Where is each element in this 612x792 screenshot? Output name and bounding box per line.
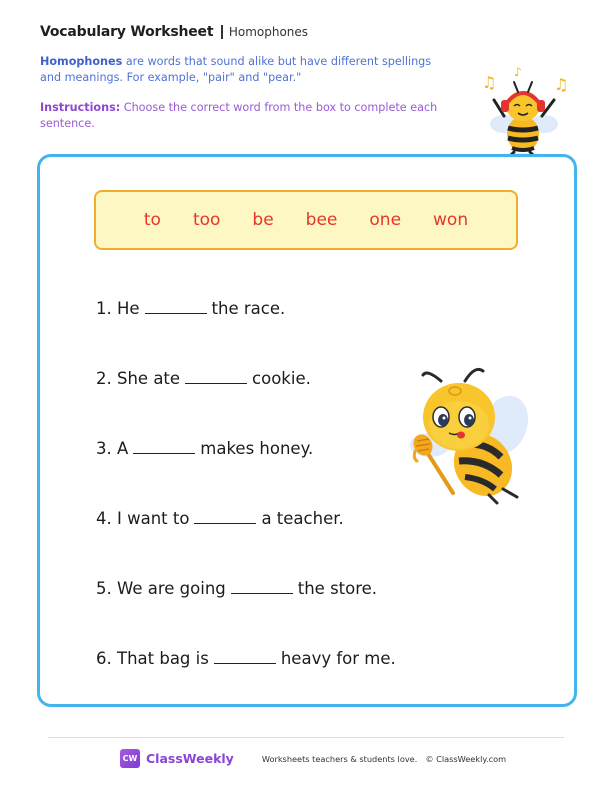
intro-text: are words that sound alike but have different spellings and meanings. For example, "pair" and "pear." <box>40 55 432 84</box>
footer-tagline: Worksheets teachers & students love. <box>261 753 418 764</box>
sentence-end: heavy for me. <box>280 649 396 668</box>
sentence-start: 3. A <box>96 439 129 458</box>
answer-blank[interactable] <box>145 300 207 314</box>
sentence-5 <box>96 579 377 598</box>
worksheet-subtitle: Homophones <box>228 25 309 39</box>
answer-blank[interactable] <box>185 370 247 384</box>
word-bank-item: too <box>192 210 221 230</box>
sentence-4 <box>96 509 344 528</box>
sentence-2 <box>96 369 311 388</box>
intro-paragraph <box>40 54 450 86</box>
answer-blank[interactable] <box>133 440 195 454</box>
svg-text:♫: ♫ <box>482 73 497 92</box>
answer-blank[interactable] <box>214 650 276 664</box>
sentence-end: a teacher. <box>261 509 344 528</box>
instructions-text: Choose the correct word from the box to complete each sentence. <box>40 101 438 130</box>
bee-with-honey-dipper-icon <box>405 365 535 505</box>
worksheet-header <box>40 24 308 40</box>
sentence-1 <box>96 299 285 318</box>
sentence-end: the store. <box>297 579 378 598</box>
footer-divider <box>48 737 564 738</box>
sentence-start: 6. That bag is <box>96 649 209 668</box>
title-divider <box>221 25 223 39</box>
word-bank-item: one <box>369 210 402 230</box>
answer-blank[interactable] <box>231 580 293 594</box>
word-bank-item: won <box>433 210 469 230</box>
brand-name: ClassWeekly <box>146 751 234 766</box>
classweekly-logo: CW <box>120 749 140 768</box>
answer-blank[interactable] <box>194 510 256 524</box>
sentence-6 <box>96 649 396 668</box>
word-bank <box>94 190 518 250</box>
svg-text:♪: ♪ <box>514 65 522 79</box>
word-bank-item: to <box>143 210 161 230</box>
sentence-end: cookie. <box>252 369 311 388</box>
worksheet-title: Vocabulary Worksheet <box>40 24 214 40</box>
sentence-start: 4. I want to <box>96 509 190 528</box>
word-bank-item: bee <box>305 210 338 230</box>
bee-with-headphones-icon <box>474 60 574 160</box>
svg-text:♫: ♫ <box>554 75 569 94</box>
intro-term: Homophones <box>40 55 123 68</box>
sentence-end: the race. <box>211 299 286 318</box>
sentence-end: makes honey. <box>200 439 314 458</box>
sentence-start: 5. We are going <box>96 579 226 598</box>
word-bank-item: be <box>252 210 274 230</box>
sentence-start: 1. He <box>96 299 140 318</box>
instructions-paragraph <box>40 100 450 132</box>
sentence-start: 2. She ate <box>96 369 181 388</box>
sentence-3 <box>96 439 313 458</box>
footer <box>120 749 506 768</box>
footer-copyright: © ClassWeekly.com <box>425 753 507 764</box>
instructions-label: Instructions: <box>40 101 121 114</box>
